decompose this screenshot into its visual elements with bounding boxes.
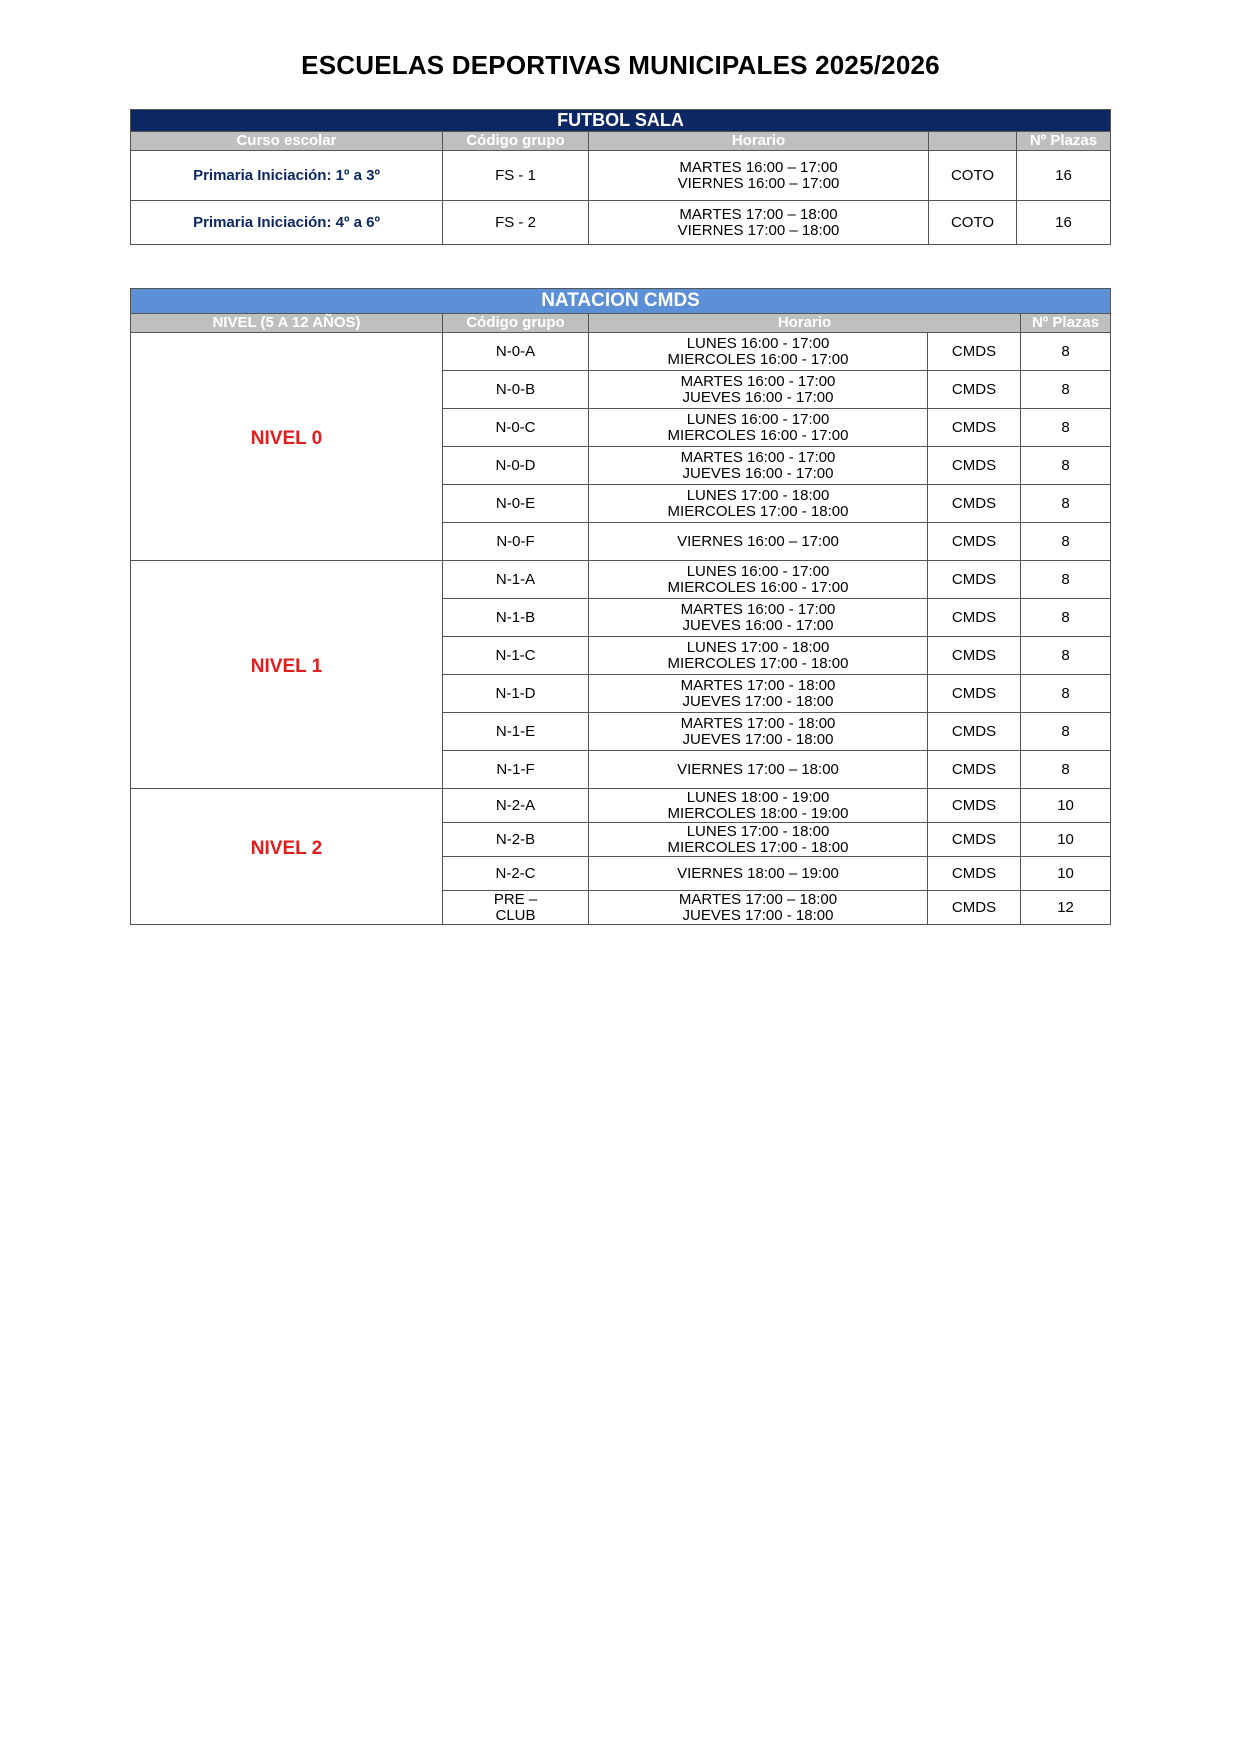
group-code-cell	[443, 447, 589, 485]
header-codigo-grupo: Código grupo	[443, 314, 589, 333]
venue-cell: CMDS	[928, 891, 1021, 925]
schedule-line: MARTES 17:00 – 18:00	[678, 890, 838, 908]
schedule-cell	[589, 675, 928, 713]
schedule-line: VIERNES 16:00 – 17:00	[677, 532, 839, 550]
group-code-cell	[443, 371, 589, 409]
course-cell: Primaria Iniciación: 1º a 3º	[131, 151, 443, 201]
spots-cell: 8	[1021, 485, 1111, 523]
course-cell: Primaria Iniciación: 4º a 6º	[131, 201, 443, 245]
table-row	[131, 789, 1111, 823]
schedule-line: VIERNES 17:00 – 18:00	[677, 221, 840, 239]
venue-cell: COTO	[929, 201, 1017, 245]
schedule-line: VIERNES 16:00 – 17:00	[677, 174, 840, 192]
group-code-cell	[443, 637, 589, 675]
schedule-line: JUEVES 17:00 - 18:00	[682, 730, 834, 748]
group-code-line: N-0-F	[496, 532, 535, 550]
table-row	[131, 333, 1111, 371]
venue-cell: CMDS	[928, 823, 1021, 857]
natacion-header-row	[131, 314, 1111, 333]
group-code-cell	[443, 409, 589, 447]
schedule-line: MIERCOLES 17:00 - 18:00	[667, 654, 849, 672]
schedule-line: MIERCOLES 16:00 - 17:00	[667, 350, 849, 368]
level-label: NIVEL 0	[131, 333, 443, 561]
spots-cell: 8	[1021, 523, 1111, 561]
header-plazas: Nº Plazas	[1021, 314, 1111, 333]
schedule-line: JUEVES 16:00 - 17:00	[682, 388, 834, 406]
spots-cell: 8	[1021, 713, 1111, 751]
document-title: ESCUELAS DEPORTIVAS MUNICIPALES 2025/2026	[301, 50, 940, 80]
group-code-line: N-1-C	[495, 646, 536, 664]
group-code-line: N-2-B	[495, 830, 536, 848]
group-code-line: N-0-D	[495, 456, 536, 474]
group-code-cell: FS - 1	[443, 151, 589, 201]
spots-cell: 10	[1021, 857, 1111, 891]
group-code-cell	[443, 891, 589, 925]
group-code-cell	[443, 485, 589, 523]
schedule-cell	[589, 409, 928, 447]
schedule-line: LUNES 17:00 - 18:00	[686, 638, 830, 656]
schedule-cell	[589, 523, 928, 561]
venue-cell: CMDS	[928, 523, 1021, 561]
natacion-body	[131, 333, 1111, 925]
schedule-line: MIERCOLES 17:00 - 18:00	[667, 838, 849, 856]
table-row	[131, 201, 1111, 245]
schedule-cell	[589, 637, 928, 675]
header-plazas: Nº Plazas	[1017, 132, 1111, 151]
spots-cell: 12	[1021, 891, 1111, 925]
venue-cell: CMDS	[928, 713, 1021, 751]
group-code-cell	[443, 751, 589, 789]
venue-cell: CMDS	[928, 447, 1021, 485]
level-label: NIVEL 2	[131, 789, 443, 925]
group-code-line: PRE –	[493, 890, 538, 908]
spots-cell: 8	[1021, 637, 1111, 675]
natacion-cmds-table	[130, 288, 1111, 925]
group-code-cell	[443, 713, 589, 751]
schedule-line: JUEVES 17:00 - 18:00	[682, 692, 834, 710]
header-codigo-grupo: Código grupo	[443, 132, 589, 151]
group-code-line: CLUB	[495, 906, 536, 924]
header-nivel: NIVEL (5 A 12 AÑOS)	[131, 314, 443, 333]
schedule-line: LUNES 17:00 - 18:00	[686, 822, 830, 840]
schedule-cell	[589, 599, 928, 637]
spots-cell: 8	[1021, 599, 1111, 637]
schedule-line: VIERNES 17:00 – 18:00	[677, 760, 839, 778]
schedule-cell	[589, 201, 929, 245]
spots-cell: 10	[1021, 823, 1111, 857]
header-horario: Horario	[589, 314, 1021, 333]
schedule-line: LUNES 16:00 - 17:00	[686, 410, 830, 428]
group-code-cell	[443, 599, 589, 637]
schedule-cell	[589, 561, 928, 599]
group-code-line: N-0-C	[495, 418, 536, 436]
spots-cell: 8	[1021, 371, 1111, 409]
schedule-cell	[589, 789, 928, 823]
group-code-line: N-2-A	[495, 796, 536, 814]
schedule-line: MIERCOLES 16:00 - 17:00	[667, 426, 849, 444]
venue-cell: CMDS	[928, 637, 1021, 675]
schedule-cell	[589, 485, 928, 523]
futbol-header-row	[131, 132, 1111, 151]
venue-cell: CMDS	[928, 751, 1021, 789]
venue-cell: COTO	[929, 151, 1017, 201]
schedule-line: JUEVES 17:00 - 18:00	[682, 906, 834, 924]
venue-cell: CMDS	[928, 485, 1021, 523]
spots-cell: 10	[1021, 789, 1111, 823]
group-code-line: N-2-C	[495, 864, 536, 882]
schedule-line: LUNES 16:00 - 17:00	[686, 334, 830, 352]
schedule-line: LUNES 16:00 - 17:00	[686, 562, 830, 580]
group-code-line: N-0-E	[495, 494, 536, 512]
schedule-cell	[589, 447, 928, 485]
schedule-cell	[589, 333, 928, 371]
schedule-line: JUEVES 16:00 - 17:00	[682, 464, 834, 482]
schedule-line: MIERCOLES 17:00 - 18:00	[667, 502, 849, 520]
group-code-cell	[443, 523, 589, 561]
futbol-sala-title: FUTBOL SALA	[131, 110, 1111, 132]
header-curso-escolar: Curso escolar	[131, 132, 443, 151]
schedule-line: MARTES 16:00 - 17:00	[680, 448, 836, 466]
spots-cell: 8	[1021, 447, 1111, 485]
table-row	[131, 151, 1111, 201]
venue-cell: CMDS	[928, 371, 1021, 409]
schedule-line: MARTES 17:00 - 18:00	[680, 714, 836, 732]
schedule-cell	[589, 891, 928, 925]
schedule-cell	[589, 713, 928, 751]
schedule-line: LUNES 18:00 - 19:00	[686, 788, 830, 806]
header-lugar	[929, 132, 1017, 151]
schedule-cell	[589, 371, 928, 409]
group-code-line: N-1-E	[495, 722, 536, 740]
venue-cell: CMDS	[928, 789, 1021, 823]
futbol-sala-table	[130, 109, 1111, 245]
group-code-line: N-1-F	[496, 760, 535, 778]
table-row	[131, 561, 1111, 599]
level-label: NIVEL 1	[131, 561, 443, 789]
group-code-line: N-0-B	[495, 380, 536, 398]
schedule-line: MIERCOLES 16:00 - 17:00	[667, 578, 849, 596]
spots-cell: 8	[1021, 751, 1111, 789]
natacion-cmds-title: NATACION CMDS	[131, 289, 1111, 314]
schedule-cell	[589, 151, 929, 201]
venue-cell: CMDS	[928, 333, 1021, 371]
schedule-line: MARTES 16:00 – 17:00	[679, 158, 838, 176]
schedule-line: VIERNES 18:00 – 19:00	[677, 864, 839, 882]
group-code-line: N-0-A	[495, 342, 536, 360]
venue-cell: CMDS	[928, 561, 1021, 599]
schedule-line: MIERCOLES 18:00 - 19:00	[667, 804, 849, 822]
group-code-cell	[443, 857, 589, 891]
schedule-line: MARTES 17:00 - 18:00	[680, 676, 836, 694]
group-code-cell	[443, 823, 589, 857]
group-code-line: N-1-B	[495, 608, 536, 626]
group-code-cell	[443, 561, 589, 599]
group-code-cell	[443, 333, 589, 371]
schedule-cell	[589, 751, 928, 789]
schedule-cell	[589, 823, 928, 857]
group-code-cell: FS - 2	[443, 201, 589, 245]
venue-cell: CMDS	[928, 857, 1021, 891]
group-code-line: N-1-D	[495, 684, 536, 702]
venue-cell: CMDS	[928, 599, 1021, 637]
schedule-line: JUEVES 16:00 - 17:00	[682, 616, 834, 634]
group-code-cell	[443, 789, 589, 823]
schedule-line: MARTES 16:00 - 17:00	[680, 600, 836, 618]
spots-cell: 8	[1021, 409, 1111, 447]
spots-cell: 16	[1017, 151, 1111, 201]
schedule-line: MARTES 17:00 – 18:00	[679, 205, 838, 223]
schedule-cell	[589, 857, 928, 891]
spots-cell: 8	[1021, 333, 1111, 371]
venue-cell: CMDS	[928, 675, 1021, 713]
schedule-line: LUNES 17:00 - 18:00	[686, 486, 830, 504]
venue-cell: CMDS	[928, 409, 1021, 447]
spots-cell: 8	[1021, 561, 1111, 599]
schedule-line: MARTES 16:00 - 17:00	[680, 372, 836, 390]
group-code-line: N-1-A	[495, 570, 536, 588]
group-code-cell	[443, 675, 589, 713]
header-horario: Horario	[589, 132, 929, 151]
spots-cell: 8	[1021, 675, 1111, 713]
spots-cell: 16	[1017, 201, 1111, 245]
